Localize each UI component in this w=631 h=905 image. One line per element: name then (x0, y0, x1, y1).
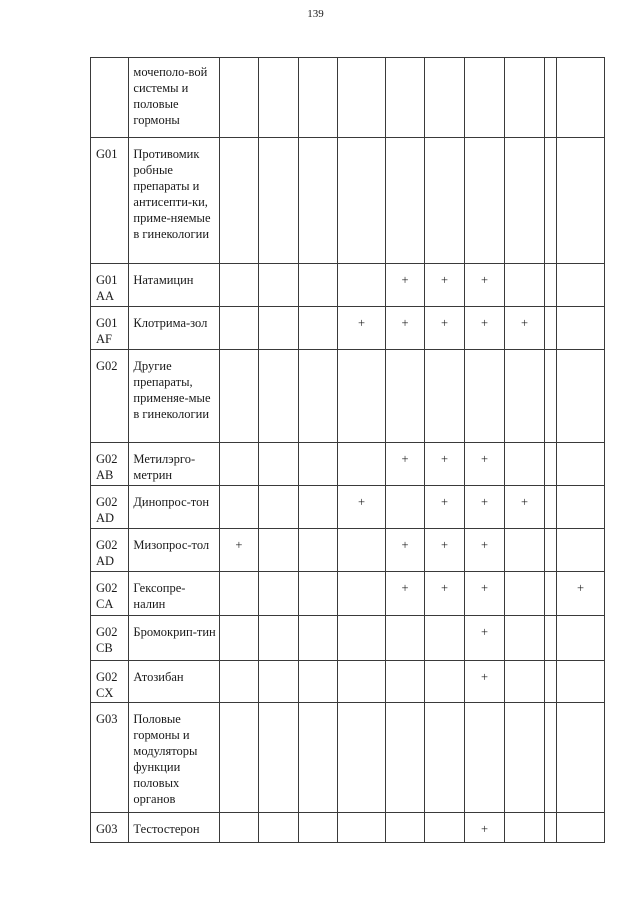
atc-code-cell: G02 CA (91, 572, 129, 616)
mark-cell (338, 529, 386, 572)
mark-cell (557, 350, 605, 443)
table-row (91, 350, 605, 443)
mark-cell (385, 58, 424, 138)
mark-cell (425, 703, 464, 813)
drug-name-cell: Метилэрго-метрин (129, 443, 219, 486)
mark-cell (505, 529, 544, 572)
mark-cell (219, 58, 258, 138)
mark-cell (544, 350, 556, 443)
atc-classification-table (90, 57, 605, 843)
mark-cell (464, 58, 504, 138)
mark-cell: + (464, 443, 504, 486)
mark-cell: + (464, 572, 504, 616)
mark-cell (259, 58, 298, 138)
mark-cell (544, 58, 556, 138)
mark-cell: + (425, 264, 464, 307)
drug-name-cell: Противомик робные препараты и антисепти-ки, приме-няемые в гинекологии (129, 138, 219, 264)
mark-cell (464, 138, 504, 264)
table-row (91, 529, 605, 572)
mark-cell (298, 264, 337, 307)
atc-code-cell: G03 (91, 813, 129, 843)
mark-cell (338, 350, 386, 443)
atc-code-cell: G02 AD (91, 529, 129, 572)
mark-cell (219, 813, 258, 843)
mark-cell (219, 350, 258, 443)
mark-cell (338, 703, 386, 813)
atc-code-cell: G02 CX (91, 661, 129, 703)
mark-cell (259, 443, 298, 486)
table-row (91, 264, 605, 307)
mark-cell (219, 661, 258, 703)
atc-code-cell: G02 CB (91, 616, 129, 661)
mark-cell (298, 813, 337, 843)
mark-cell (219, 138, 258, 264)
atc-code-cell: G02 AB (91, 443, 129, 486)
mark-cell (298, 703, 337, 813)
mark-cell (298, 572, 337, 616)
mark-cell (544, 813, 556, 843)
mark-cell (557, 486, 605, 529)
mark-cell (557, 138, 605, 264)
mark-cell (259, 661, 298, 703)
mark-cell (505, 443, 544, 486)
mark-cell: + (425, 443, 464, 486)
mark-cell (385, 350, 424, 443)
table-row (91, 138, 605, 264)
mark-cell: + (385, 443, 424, 486)
mark-cell (544, 486, 556, 529)
mark-cell: + (219, 529, 258, 572)
mark-cell (219, 443, 258, 486)
mark-cell (259, 572, 298, 616)
drug-name-cell: мочеполо-вой системы и половые гормоны (129, 58, 219, 138)
mark-cell (259, 307, 298, 350)
mark-cell (557, 661, 605, 703)
mark-cell: + (425, 529, 464, 572)
mark-cell: + (425, 486, 464, 529)
mark-cell (298, 58, 337, 138)
mark-cell: + (505, 307, 544, 350)
mark-cell (338, 443, 386, 486)
mark-cell (505, 264, 544, 307)
atc-code-cell (91, 58, 129, 138)
mark-cell (544, 264, 556, 307)
mark-cell (544, 572, 556, 616)
mark-cell (505, 813, 544, 843)
mark-cell (505, 138, 544, 264)
mark-cell (544, 307, 556, 350)
mark-cell (259, 138, 298, 264)
mark-cell (464, 350, 504, 443)
mark-cell (298, 443, 337, 486)
mark-cell (298, 307, 337, 350)
mark-cell (505, 572, 544, 616)
mark-cell (505, 703, 544, 813)
mark-cell (425, 661, 464, 703)
mark-cell: + (385, 264, 424, 307)
mark-cell (557, 703, 605, 813)
mark-cell (557, 443, 605, 486)
mark-cell (505, 58, 544, 138)
mark-cell (219, 264, 258, 307)
table-row (91, 307, 605, 350)
mark-cell (505, 661, 544, 703)
drug-name-cell: Тестостерон (129, 813, 219, 843)
mark-cell (219, 486, 258, 529)
mark-cell (338, 813, 386, 843)
mark-cell: + (464, 529, 504, 572)
mark-cell (385, 486, 424, 529)
mark-cell: + (557, 572, 605, 616)
mark-cell (219, 572, 258, 616)
mark-cell (298, 616, 337, 661)
mark-cell (505, 350, 544, 443)
mark-cell (259, 529, 298, 572)
mark-cell: + (338, 307, 386, 350)
mark-cell (338, 58, 386, 138)
mark-cell (259, 616, 298, 661)
mark-cell (425, 350, 464, 443)
mark-cell: + (464, 813, 504, 843)
mark-cell (557, 813, 605, 843)
drug-name-cell: Атозибан (129, 661, 219, 703)
drug-name-cell: Динопрос-тон (129, 486, 219, 529)
mark-cell (385, 138, 424, 264)
mark-cell (544, 616, 556, 661)
mark-cell (338, 616, 386, 661)
drug-name-cell: Натамицин (129, 264, 219, 307)
mark-cell (425, 813, 464, 843)
mark-cell (219, 703, 258, 813)
table-body (91, 58, 605, 843)
atc-code-cell: G03 (91, 703, 129, 813)
mark-cell (385, 813, 424, 843)
mark-cell (298, 486, 337, 529)
mark-cell (425, 616, 464, 661)
mark-cell: + (464, 661, 504, 703)
drug-name-cell: Другие препараты, применяе-мые в гинекологии (129, 350, 219, 443)
table-row (91, 58, 605, 138)
page-number: 139 (307, 8, 324, 20)
mark-cell (464, 703, 504, 813)
atc-code-cell: G02 AD (91, 486, 129, 529)
mark-cell (259, 813, 298, 843)
table-row (91, 661, 605, 703)
mark-cell (259, 350, 298, 443)
mark-cell (425, 138, 464, 264)
mark-cell: + (425, 307, 464, 350)
mark-cell: + (464, 616, 504, 661)
mark-cell: + (464, 264, 504, 307)
mark-cell (544, 703, 556, 813)
mark-cell (259, 264, 298, 307)
mark-cell: + (425, 572, 464, 616)
table-row (91, 616, 605, 661)
atc-code-cell: G01 AF (91, 307, 129, 350)
drug-name-cell: Бромокрип-тин (129, 616, 219, 661)
mark-cell (259, 486, 298, 529)
table-row (91, 813, 605, 843)
mark-cell (259, 703, 298, 813)
mark-cell: + (464, 486, 504, 529)
table-row (91, 443, 605, 486)
atc-code-cell: G02 (91, 350, 129, 443)
mark-cell (219, 616, 258, 661)
mark-cell (557, 307, 605, 350)
mark-cell (557, 58, 605, 138)
atc-code-cell: G01 (91, 138, 129, 264)
mark-cell (557, 616, 605, 661)
table-row (91, 486, 605, 529)
mark-cell (298, 138, 337, 264)
mark-cell (338, 138, 386, 264)
mark-cell (557, 529, 605, 572)
mark-cell (298, 529, 337, 572)
mark-cell (338, 661, 386, 703)
drug-name-cell: Мизопрос-тол (129, 529, 219, 572)
mark-cell (425, 58, 464, 138)
mark-cell (544, 529, 556, 572)
mark-cell (505, 616, 544, 661)
table-row (91, 572, 605, 616)
mark-cell (557, 264, 605, 307)
mark-cell: + (385, 529, 424, 572)
mark-cell (385, 703, 424, 813)
mark-cell (338, 572, 386, 616)
mark-cell (385, 661, 424, 703)
drug-name-cell: Клотрима-зол (129, 307, 219, 350)
mark-cell: + (464, 307, 504, 350)
mark-cell (298, 661, 337, 703)
mark-cell (385, 616, 424, 661)
mark-cell (338, 264, 386, 307)
mark-cell: + (338, 486, 386, 529)
mark-cell (544, 661, 556, 703)
table-row (91, 703, 605, 813)
mark-cell (298, 350, 337, 443)
mark-cell: + (505, 486, 544, 529)
mark-cell (219, 307, 258, 350)
mark-cell: + (385, 307, 424, 350)
drug-name-cell: Гексопре-налин (129, 572, 219, 616)
mark-cell (544, 443, 556, 486)
mark-cell (544, 138, 556, 264)
drug-name-cell: Половые гормоны и модуляторы функции половых органов (129, 703, 219, 813)
mark-cell: + (385, 572, 424, 616)
atc-code-cell: G01 AA (91, 264, 129, 307)
